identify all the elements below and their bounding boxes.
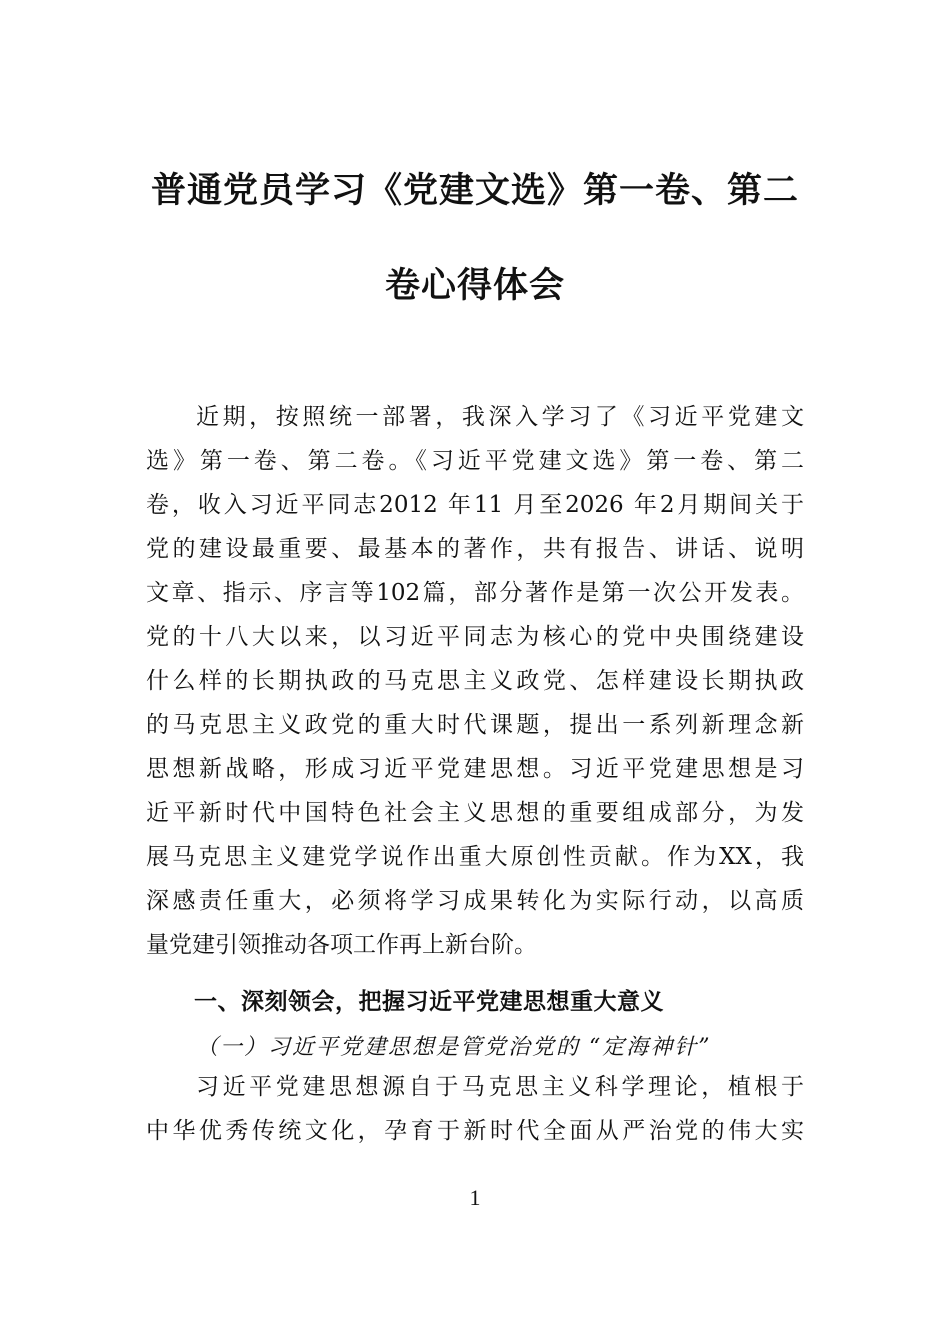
section-heading-1: 一、深刻领会，把握习近平党建思想重大意义 (194, 989, 664, 1015)
paragraph-line: 量党建引领推动各项工作再上新台阶。 (146, 932, 537, 958)
paragraph-line: 选》第一卷、第二卷。《习近平党建文选》第一卷、第二 (146, 448, 804, 474)
paragraph-line: 习近平党建思想源自于马克思主义科学理论，植根于 (196, 1074, 804, 1100)
paragraph-line: 文章、指示、序言等102篇，部分著作是第一次公开发表。 (146, 580, 804, 606)
paragraph-line: 什么样的长期执政的马克思主义政党、怎样建设长期执政 (146, 668, 804, 694)
paragraph-line: 卷，收入习近平同志2012 年11 月至2026 年2月期间关于 (146, 492, 804, 518)
document-title-line-2: 卷心得体会 (384, 265, 565, 306)
subsection-heading-1: （一）习近平党建思想是管党治党的 “定海神针” (196, 1035, 712, 1060)
page-number: 1 (469, 1185, 481, 1210)
paragraph-line: 近期，按照统一部署，我深入学习了《习近平党建文 (196, 404, 804, 430)
paragraph-line: 展马克思主义建党学说作出重大原创性贡献。作为XX，我 (146, 844, 804, 870)
paragraph-line: 近平新时代中国特色社会主义思想的重要组成部分，为发 (146, 800, 804, 826)
document-title-line-1: 普通党员学习《党建文选》第一卷、第二 (150, 170, 799, 211)
paragraph-line: 党的十八大以来，以习近平同志为核心的党中央围绕建设 (146, 624, 804, 650)
paragraph-line: 的马克思主义政党的重大时代课题，提出一系列新理念新 (146, 712, 804, 738)
paragraph-line: 党的建设最重要、最基本的著作，共有报告、讲话、说明 (146, 536, 804, 562)
paragraph-line: 思想新战略，形成习近平党建思想。习近平党建思想是习 (146, 756, 804, 782)
paragraph-line: 中华优秀传统文化，孕育于新时代全面从严治党的伟大实 (146, 1118, 804, 1144)
paragraph-line: 深感责任重大，必须将学习成果转化为实际行动，以高质 (146, 888, 804, 914)
